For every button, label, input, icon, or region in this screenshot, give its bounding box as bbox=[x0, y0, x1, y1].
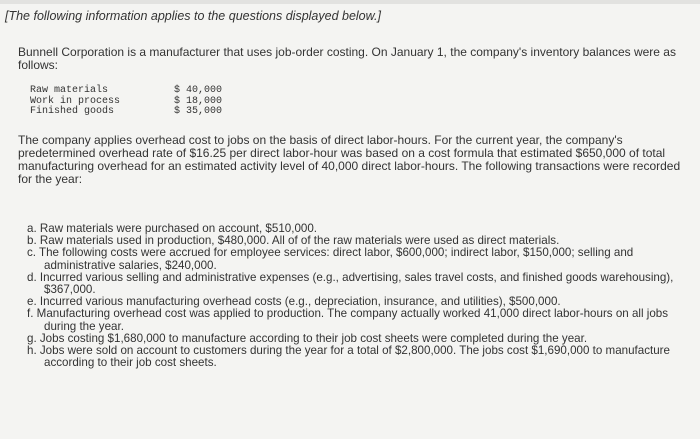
inventory-value: $ 40,000 bbox=[174, 85, 223, 96]
inventory-balances-table bbox=[30, 86, 222, 118]
transaction-item: g. Jobs costing $1,680,000 to manufacture according to their job cost sheets were completed during the year. bbox=[27, 331, 588, 345]
intro-note: [The following information applies to the questions displayed below.] bbox=[5, 9, 381, 23]
overhead-description: The company applies overhead cost to jobs on the basis of direct labor-hours. For the current year, the company's predetermined overhead rate of $16.25 per direct labor-hour was based on a cost formula that estimated $650,000 of total manufacturing overhead for an estimated activity level of 40,000 direct labor-hours. The following transactions were recorded for the year: bbox=[18, 133, 681, 186]
inventory-row-finished-goods bbox=[30, 107, 222, 118]
transaction-item: f. Manufacturing overhead cost was applied to production. The company actually worked 41,000 direct labor-hours on all jobs during the year. bbox=[27, 307, 669, 333]
transaction-item: d. Incurred various selling and administrative expenses (e.g., advertising, sales travel costs, and finished goods warehousing), $367,000. bbox=[27, 270, 674, 297]
inventory-label: Finished goods bbox=[30, 106, 115, 117]
transaction-item: h. Jobs were sold on account to customers during the year for a total of $2,800,000. The jobs cost $1,690,000 to manufacture according to their job cost sheets. bbox=[27, 344, 670, 370]
transaction-item: e. Incurred various manufacturing overhead costs (e.g., depreciation, insurance, and utilities), $500,000. bbox=[27, 295, 561, 309]
transaction-item: b. Raw materials used in production, $480,000. All of of the raw materials were used as direct materials. bbox=[27, 234, 560, 248]
inventory-label: Raw materials bbox=[30, 85, 109, 96]
transactions-list bbox=[27, 223, 687, 369]
top-divider bbox=[0, 0, 700, 4]
inventory-value: $ 35,000 bbox=[174, 106, 223, 117]
inventory-value: $ 18,000 bbox=[174, 95, 223, 107]
transaction-item: c. The following costs were accrued for employee services: direct labor, $600,000; indirect labor, $150,000; selling and administrative salaries, $240,000. bbox=[27, 246, 634, 272]
transaction-item: a. Raw materials were purchased on account, $510,000. bbox=[27, 222, 318, 235]
inventory-label: Work in process bbox=[30, 95, 121, 107]
company-description: Bunnell Corporation is a manufacturer that uses job-order costing. On January 1, the company's inventory balances were as follows: bbox=[18, 45, 676, 72]
inventory-row-raw-materials bbox=[30, 86, 222, 97]
